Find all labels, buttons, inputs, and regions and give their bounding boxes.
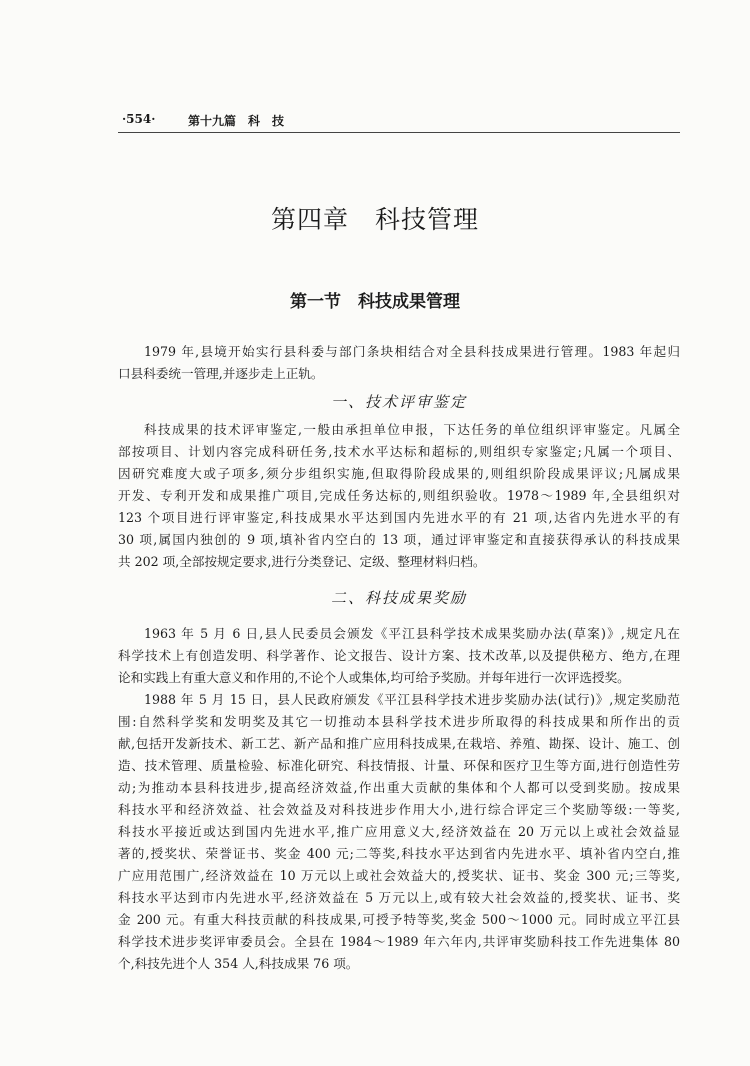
text-line: 科技水平接近或达到国内先进水平,推广应用意义大,经济效益在 20 万元以上或社会效益显 [118,824,680,839]
text-line: 献,包括开发新技术、新工艺、新产品和推广应用科技成果,在栽培、养殖、勘探、设计、施工、创 [118,736,680,751]
text-line: 金 200 元。有重大科技贡献的科技成果,可授予特等奖,奖金 500～1000 元。同时成立平江县 [118,912,680,927]
text-line: 动;为推动本县科技进步,提高经济效益,作出重大贡献的集体和个人都可以受到奖励。按成果 [118,780,680,795]
running-header [118,108,680,133]
text-line: 30 项,属国内独创的 9 项,填补省内空白的 13 项，通过评审鉴定和直接获得承认的科技成果 [118,532,680,547]
intro-paragraph [118,341,680,385]
text-line: 1963 年 5 月 6 日,县人民委员会颁发《平江县科学技术成果奖励办法(草案)》,规定凡在 [144,626,680,641]
text-line: 著的,授奖状、荣誉证书、奖金 400 元;二等奖,科技水平达到省内先进水平、填补省内空白,推 [118,846,680,861]
text-line: 广应用范围广,经济效益在 10 万元以上或社会效益大的,授奖状、证书、奖金 300 元;三等奖, [118,868,680,883]
text-line: 论和实践上有重大意义和作用的,不论个人或集体,均可给予奖励。并每年进行一次评选授奖。 [118,670,630,685]
page-number: ·554· [122,112,156,126]
text-line: 1979 年,县境开始实行县科委与部门条块相结合对全县科技成果进行管理。1983 年起归 [144,344,680,359]
chapter-title: 第四章 科技管理 [270,205,479,234]
subheading-review: 一、技术评审鉴定 [330,393,467,411]
text-line: 1988 年 5 月 15 日，县人民政府颁发《平江县科学技术进步奖励办法(试行)》,规定奖励范 [144,692,680,707]
section-title: 第一节 科技成果管理 [290,292,460,312]
text-line: 科技水平和经济效益、社会效益及对科技进步作用大小,进行综合评定三个奖励等级:一等奖, [118,802,680,817]
awards-paragraph-1988 [118,689,680,975]
text-line: 围:自然科学奖和发明奖及其它一切推动本县科学技术进步所取得的科技成果和所作出的贡 [118,714,680,729]
text-line: 科学技术进步奖评审委员会。全县在 1984～1989 年六年内,共评审奖励科技工作先进集体 80 [118,934,680,949]
text-line: 个,科技先进个人 354 人,科技成果 76 项。 [118,956,359,971]
review-paragraph [118,419,680,573]
text-line: 共 202 项,全部按规定要求,进行分类登记、定级、整理材料归档。 [118,554,486,569]
text-line: 123 个项目进行评审鉴定,科技成果水平达到国内先进水平的有 21 项,达省内先进水平的有 [118,510,680,525]
text-line: 科技水平达到市内先进水平,经济效益在 5 万元以上,或有较大社会效益的,授奖状、证书、奖 [118,890,680,905]
text-line: 口县科委统一管理,并逐步走上正轨。 [118,366,324,381]
text-line: 科学技术上有创造发明、科学著作、论文报告、设计方案、技术改革,以及提供秘方、绝方,在理 [118,648,680,663]
text-line: 部按项目、计划内容完成科研任务,技术水平达标和超标的,则组织专家鉴定;凡属一个项目、 [118,444,680,459]
text-line: 造、技术管理、质量检验、标准化研究、科技情报、计量、环保和医疗卫生等方面,进行创造性劳 [118,758,680,773]
part-title: 第十九篇 科 技 [188,114,285,128]
body-text [118,341,680,975]
text-line: 开发、专利开发和成果推广项目,完成任务达标的,则组织验收。1978～1989 年,全县组织对 [118,488,680,503]
text-line: 科技成果的技术评审鉴定,一般由承担单位申报，下达任务的单位组织评审鉴定。凡属全 [144,422,680,437]
awards-paragraph-1963 [118,623,680,689]
subheading-awards: 二、科技成果奖励 [330,589,467,607]
text-line: 因研究难度大或子项多,须分步组织实施,但取得阶段成果的,则组织阶段成果评议;凡属成果 [118,466,680,481]
